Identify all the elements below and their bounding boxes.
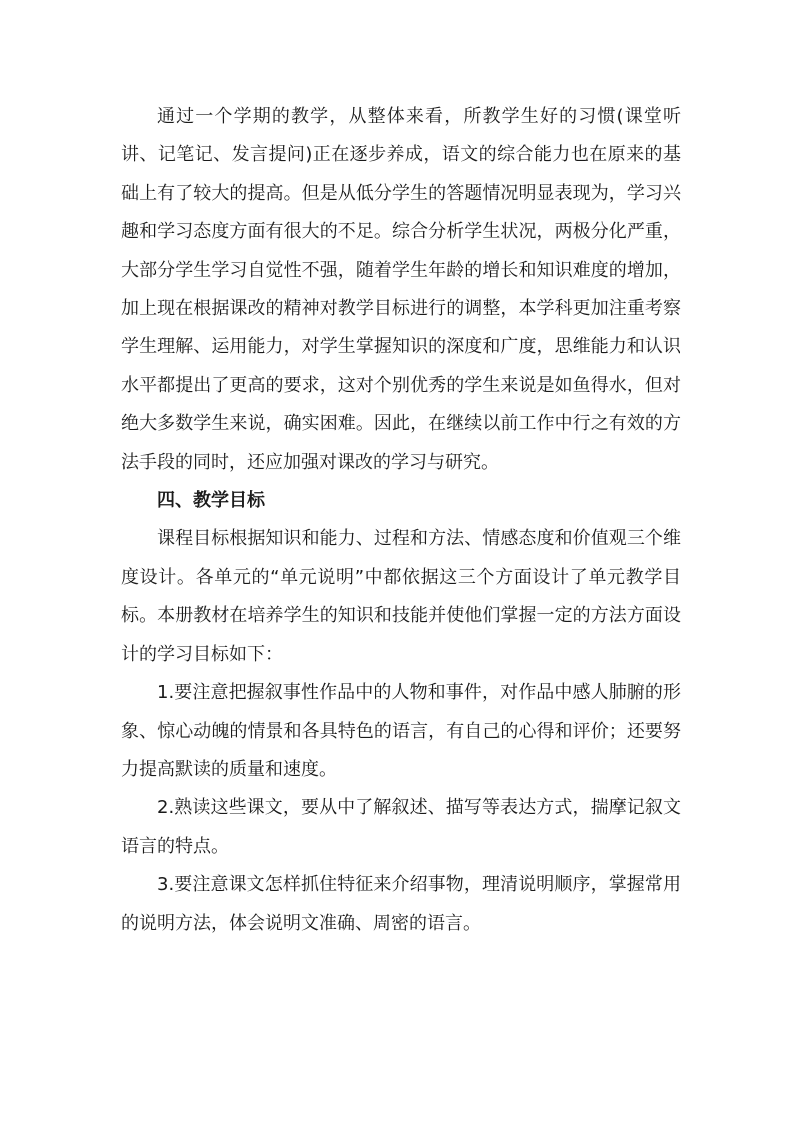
goal-item-3: 3.要注意课文怎样抓住特征来介绍事物，理清说明顺序，掌握常用的说明方法，体会说明文准确、周密的语言。 bbox=[121, 874, 681, 934]
paragraph-course-goals: 课程目标根据知识和能力、过程和方法、情感态度和价值观三个维度设计。各单元的“单元说明”中都依据这三个方面设计了单元教学目标。本册教材在培养学生的知识和技能并使他们掌握一定的方法方面设计的学习目标如下： bbox=[121, 528, 681, 665]
paragraph-student-analysis: 通过一个学期的教学，从整体来看，所教学生好的习惯(课堂听讲、记笔记、发言提问)正在逐步养成，语文的综合能力也在原来的基础上有了较大的提高。但是从低分学生的答题情况明显表现为，学习兴趣和学习态度方面有很大的不足。综合分析学生状况，两极分化严重，大部分学生学习自觉性不强，随着学生年龄的增长和知识难度的增加，加上现在根据课改的精神对教学目标进行的调整，本学科更加注重考察学生理解、运用能力，对学生掌握知识的深度和广度，思维能力和认识水平都提出了更高的要求，这对个别优秀的学生来说是如鱼得水，但对绝大多数学生来说，确实困难。因此，在继续以前工作中行之有效的方法手段的同时，还应加强对课改的学习与研究。 bbox=[121, 106, 681, 473]
goal-item-1: 1.要注意把握叙事性作品中的人物和事件，对作品中感人肺腑的形象、惊心动魄的情景和各具特色的语言，有自己的心得和评价；还要努力提高默读的质量和速度。 bbox=[121, 682, 681, 780]
section-heading-teaching-goals: 四、教学目标 bbox=[157, 490, 265, 512]
goal-item-2: 2.熟读这些课文，要从中了解叙述、描写等表达方式，揣摩记叙文语言的特点。 bbox=[121, 797, 681, 857]
document-body bbox=[121, 98, 681, 943]
